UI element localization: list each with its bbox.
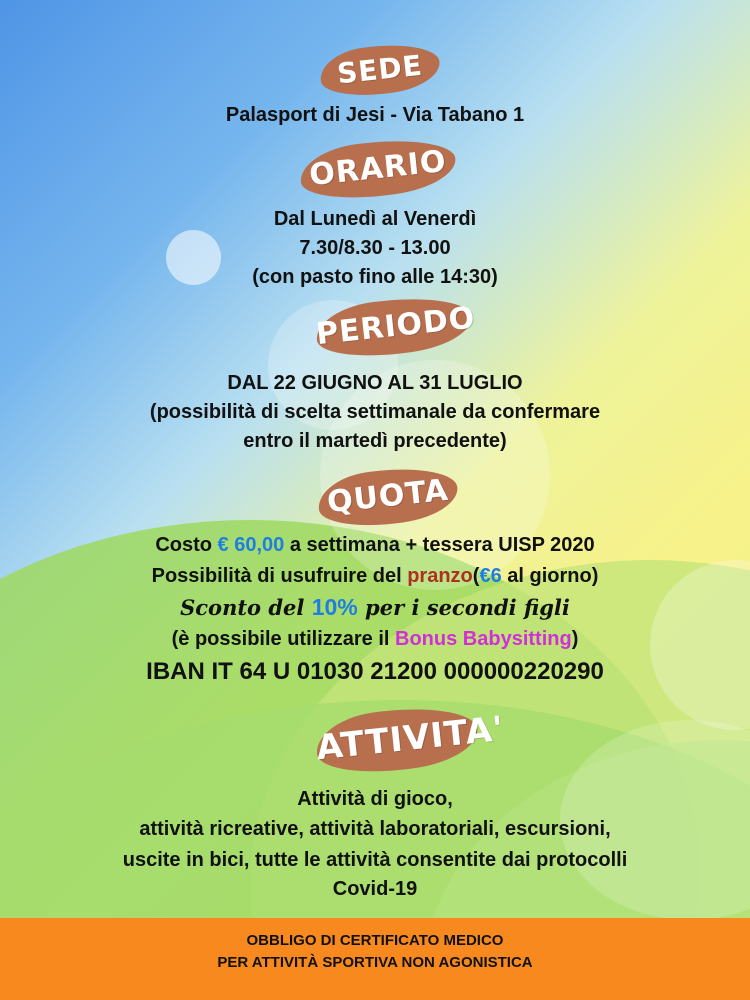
periodo-note-2: entro il martedì precedente) [243,430,507,452]
discount-suffix: per i secondi figli [357,595,570,620]
cost-prefix: Costo [155,534,218,556]
bonus-suffix: ) [571,628,579,650]
quota-cost-line [0,534,750,557]
sede-address: Palasport di Jesi - Via Tabano 1 [225,104,525,126]
periodo-heading: PERIODO [314,292,475,362]
pranzo-word: pranzo [407,565,473,587]
quota-bonus-line [0,628,750,651]
orario-meal-note: (con pasto fino alle 14:30) [252,266,498,288]
meal-price: €6 [479,565,502,587]
discount-percent: 10% [311,594,358,620]
attivita-heading: ATTIVITA' [313,702,480,779]
orario-heading: ORARIO [298,134,459,204]
orario-days: Dal Lunedì al Venerdì [273,208,477,230]
cost-suffix: a settimana + tessera UISP 2020 [284,534,595,556]
periodo-dates: DAL 22 GIUGNO AL 31 LUGLIO [227,372,523,394]
orario-hours: 7.30/8.30 - 13.00 [299,237,451,259]
attivita-line-2: attività ricreative, attività laboratoriali, escursioni, [139,818,611,840]
meal-paren-open: ( [472,565,480,587]
quota-meal-line [0,565,750,588]
footer-line-1: OBBLIGO DI CERTIFICATO MEDICO [246,932,504,949]
quota-heading: QUOTA [316,463,461,531]
attivita-line-4: Covid-19 [332,878,418,900]
footer-banner [0,918,750,1000]
attivita-line-3: uscite in bici, tutte le attività consentite dai protocolli [122,849,628,871]
periodo-note-1: (possibilità di scelta settimanale da confermare [149,401,601,423]
quota-discount-line [0,594,750,621]
sede-heading: SEDE [318,40,442,100]
bonus-babysitting: Bonus Babysitting [395,628,572,650]
meal-suffix: al giorno) [501,565,599,587]
weekly-price: € 60,00 [217,534,285,556]
attivita-line-1: Attività di gioco, [297,788,453,810]
bonus-prefix: (è possibile utilizzare il [171,628,396,650]
iban: IBAN IT 64 U 01030 21200 000000220290 [146,658,604,685]
discount-prefix: Sconto del [180,595,312,620]
meal-prefix: Possibilità di usufruire del [151,565,408,587]
footer-line-2: PER ATTIVITÀ SPORTIVA NON AGONISTICA [217,954,533,971]
